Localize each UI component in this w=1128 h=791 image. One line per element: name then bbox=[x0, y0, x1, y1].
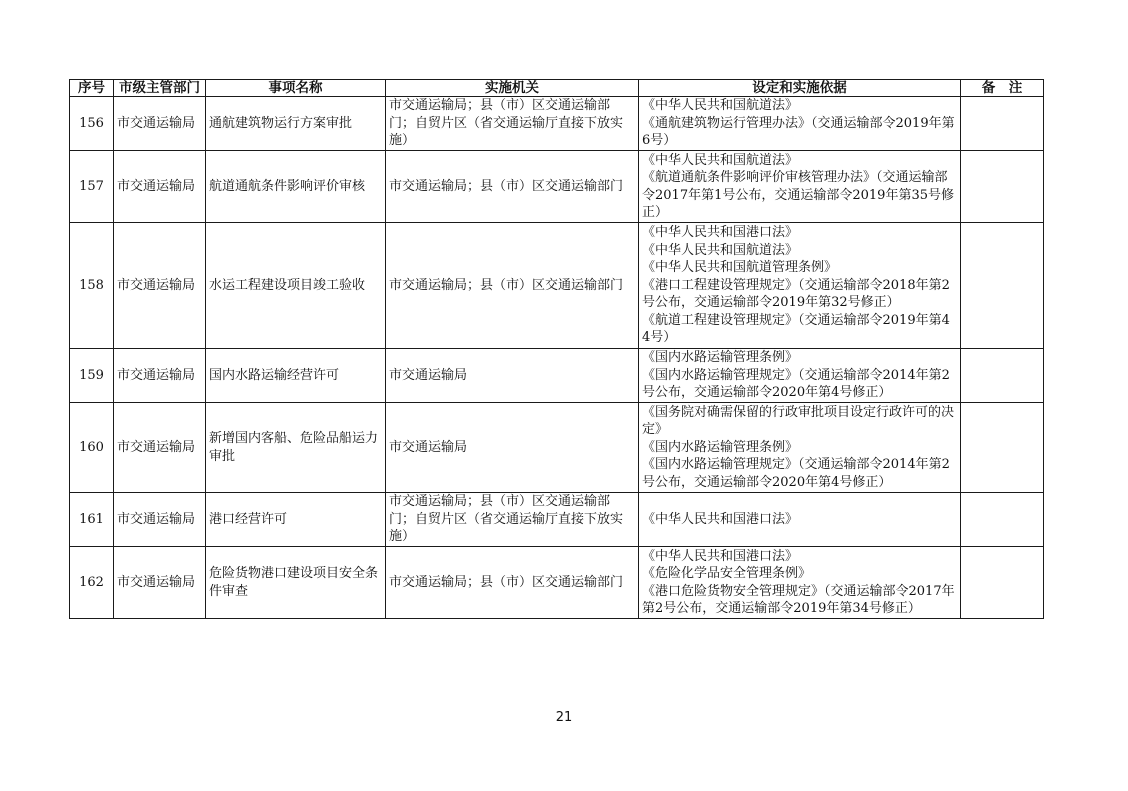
header-serial-number: 序号 bbox=[70, 80, 114, 97]
row-implementing-agency: 市交通运输局；县（市）区交通运输部门；自贸片区（省交通运输厅直接下放实施） bbox=[386, 493, 639, 547]
row-department: 市交通运输局 bbox=[114, 403, 206, 493]
row-remarks bbox=[961, 97, 1044, 151]
row-remarks bbox=[961, 403, 1044, 493]
row-item-name: 水运工程建设项目竣工验收 bbox=[206, 223, 386, 349]
row-remarks bbox=[961, 349, 1044, 403]
row-department: 市交通运输局 bbox=[114, 223, 206, 349]
row-serial-number: 162 bbox=[70, 547, 114, 619]
row-serial-number: 159 bbox=[70, 349, 114, 403]
row-remarks bbox=[961, 493, 1044, 547]
row-serial-number: 157 bbox=[70, 151, 114, 223]
basis-line: 《通航建筑物运行管理办法》（交通运输部令2019年第6号） bbox=[642, 115, 955, 149]
row-item-name: 国内水路运输经营许可 bbox=[206, 349, 386, 403]
row-legal-basis bbox=[639, 547, 961, 619]
table-row bbox=[70, 349, 1044, 403]
basis-line: 《国内水路运输管理规定》（交通运输部令2014年第2号公布，交通运输部令2020年第4号修正） bbox=[642, 457, 950, 490]
basis-line: 《国内水路运输管理条例》 bbox=[642, 439, 799, 455]
basis-line: 《危险化学品安全管理条例》 bbox=[642, 566, 812, 581]
page-number: 21 bbox=[555, 710, 573, 725]
row-department: 市交通运输局 bbox=[114, 547, 206, 619]
row-legal-basis bbox=[639, 151, 961, 223]
basis-line: 《中华人民共和国航道法》 bbox=[642, 242, 799, 258]
row-legal-basis bbox=[639, 493, 961, 547]
table-row bbox=[70, 97, 1044, 151]
table-header-row bbox=[70, 80, 1044, 97]
basis-line: 《中华人民共和国港口法》 bbox=[642, 225, 799, 241]
header-department: 市级主管部门 bbox=[114, 80, 206, 97]
basis-line: 《国内水路运输管理条例》 bbox=[642, 350, 799, 366]
basis-line: 《国务院对确需保留的行政审批项目设定行政许可的决定》 bbox=[642, 404, 955, 438]
table-row bbox=[70, 223, 1044, 349]
row-department: 市交通运输局 bbox=[114, 349, 206, 403]
row-serial-number: 156 bbox=[70, 97, 114, 151]
basis-line: 《航道通航条件影响评价审核管理办法》（交通运输部令2017年第1号公布，交通运输部令2019年第35号修正） bbox=[642, 170, 954, 220]
header-remarks: 备 注 bbox=[961, 80, 1044, 97]
row-legal-basis bbox=[639, 349, 961, 403]
row-remarks bbox=[961, 547, 1044, 619]
table-row bbox=[70, 547, 1044, 619]
row-legal-basis bbox=[639, 223, 961, 349]
row-item-name: 危险货物港口建设项目安全条件审查 bbox=[206, 547, 386, 619]
row-implementing-agency: 市交通运输局；县（市）区交通运输部门 bbox=[386, 223, 639, 349]
row-department: 市交通运输局 bbox=[114, 151, 206, 223]
row-legal-basis bbox=[639, 403, 961, 493]
row-item-name: 通航建筑物运行方案审批 bbox=[206, 97, 386, 151]
header-implementing-agency: 实施机关 bbox=[386, 80, 639, 97]
row-item-name: 航道通航条件影响评价审核 bbox=[206, 151, 386, 223]
table-row bbox=[70, 151, 1044, 223]
basis-line: 《港口工程建设管理规定》（交通运输部令2018年第2号公布，交通运输部令2019年第32号修正） bbox=[642, 277, 950, 311]
row-remarks bbox=[961, 151, 1044, 223]
row-department: 市交通运输局 bbox=[114, 493, 206, 547]
row-implementing-agency: 市交通运输局；县（市）区交通运输部门 bbox=[386, 151, 639, 223]
row-legal-basis bbox=[639, 97, 961, 151]
header-legal-basis: 设定和实施依据 bbox=[639, 80, 961, 97]
row-department: 市交通运输局 bbox=[114, 97, 206, 151]
basis-line: 《中华人民共和国航道法》 bbox=[642, 152, 799, 168]
row-serial-number: 161 bbox=[70, 493, 114, 547]
administrative-approval-table bbox=[69, 79, 1044, 619]
row-implementing-agency: 市交通运输局 bbox=[386, 403, 639, 493]
row-implementing-agency: 市交通运输局；县（市）区交通运输部门 bbox=[386, 547, 639, 619]
row-item-name: 新增国内客船、危险品船运力审批 bbox=[206, 403, 386, 493]
header-item-name: 事项名称 bbox=[206, 80, 386, 97]
row-item-name: 港口经营许可 bbox=[206, 493, 386, 547]
basis-line: 《港口危险货物安全管理规定》（交通运输部令2017年第2号公布，交通运输部令2019年第34号修正） bbox=[642, 583, 955, 616]
basis-line: 《中华人民共和国港口法》 bbox=[642, 511, 799, 527]
row-implementing-agency: 市交通运输局；县（市）区交通运输部门；自贸片区（省交通运输厅直接下放实施） bbox=[386, 97, 639, 151]
basis-line: 《中华人民共和国港口法》 bbox=[642, 548, 799, 564]
table-row bbox=[70, 403, 1044, 493]
basis-line: 《中华人民共和国航道法》 bbox=[642, 98, 799, 114]
row-serial-number: 158 bbox=[70, 223, 114, 349]
row-serial-number: 160 bbox=[70, 403, 114, 493]
table-row bbox=[70, 493, 1044, 547]
basis-line: 《国内水路运输管理规定》（交通运输部令2014年第2号公布，交通运输部令2020年第4号修正） bbox=[642, 367, 950, 401]
row-implementing-agency: 市交通运输局 bbox=[386, 349, 639, 403]
basis-line: 《航道工程建设管理规定》（交通运输部令2019年第44号） bbox=[642, 312, 950, 346]
basis-line: 《中华人民共和国航道管理条例》 bbox=[642, 260, 838, 276]
row-remarks bbox=[961, 223, 1044, 349]
